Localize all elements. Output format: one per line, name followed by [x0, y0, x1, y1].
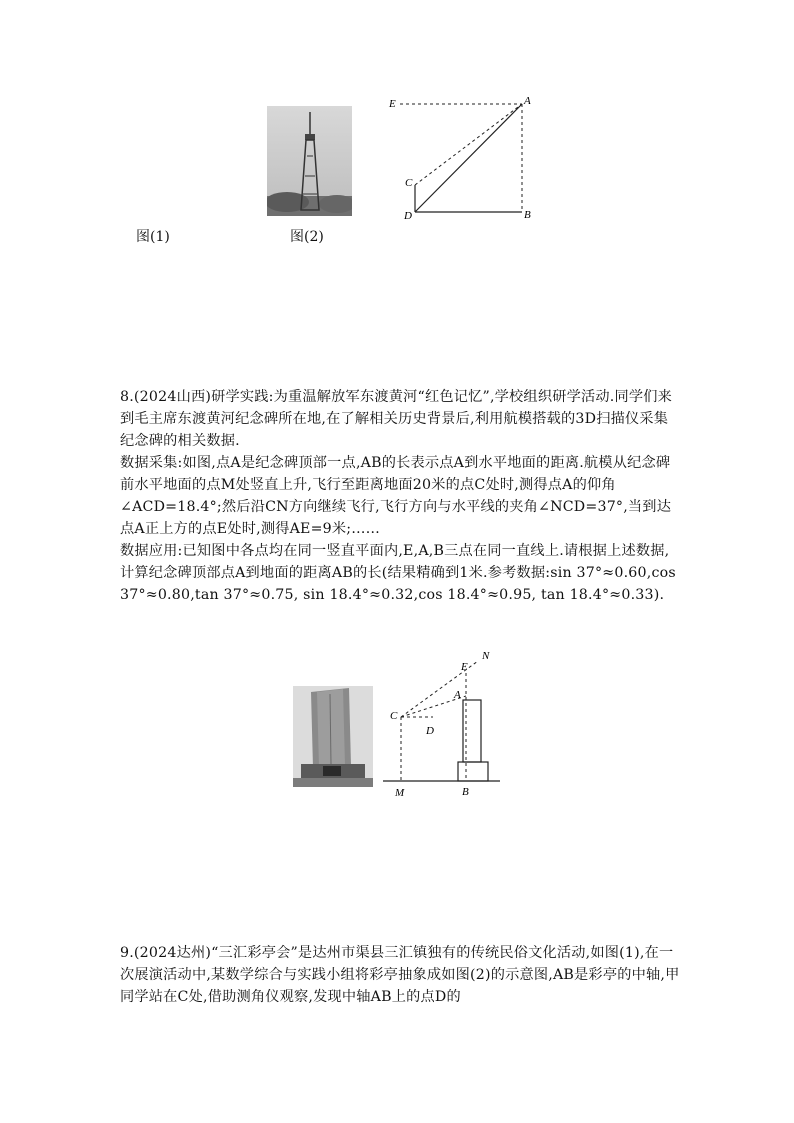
point-D-label: D: [426, 725, 434, 737]
point-C-label: C: [390, 710, 398, 722]
monument-base: [458, 762, 488, 781]
problem-9-text: 9.(2024达州)“三汇彩亭会”是达州市渠县三汇镇独有的传统民俗文化活动,如图(1),在一次展演活动中,某数学综合与实践小组将彩亭抽象成如图(2)的示意图,AB是彩亭的中轴,甲同学站在C处,借助测角仪观察,发现中轴AB上的点D的: [120, 945, 680, 1005]
tower-image: [267, 106, 352, 216]
problem-8-collection: 数据采集:如图,点A是纪念碑顶部一点,AB的长表示点A到水平地面的距离.航模从纪念碑前水平地面的点M处竖直上升,飞行至距离地面20米的点C处时,测得点A的仰角∠ACD=18.4°;然后沿CN方向继续飞行,飞行方向与水平线的夹角∠NCD=37°,当到达点A正上方的点E处时,测得AE=9米;……: [120, 455, 672, 537]
monument-image: [293, 686, 373, 787]
problem-8-application: 数据应用:已知图中各点均在同一竖直平面内,E,A,B三点在同一直线上.请根据上述数据,计算纪念碑顶部点A到地面的距离AB的长(结果精确到1米.参考数据:sin 37°≈0.60,cos 37°≈0.80,tan 37°≈0.75, sin 18.4°≈0.32,cos 18.4°≈0.95, tan 18.4°≈0.33).: [120, 543, 681, 603]
line-CA: [415, 104, 522, 185]
point-A-label: A: [454, 689, 461, 701]
problem-8-intro: 8.(2024山西)研学实践:为重温解放军东渡黄河“红色记忆”,学校组织研学活动.同学们来到毛主席东渡黄河纪念碑所在地,在了解相关历史背景后,利用航模搭载的3D扫描仪采集纪念碑的相关数据.: [120, 389, 673, 449]
caption-figure-1: 图(1): [136, 229, 170, 245]
point-E-label: E: [389, 98, 396, 110]
point-B-label: B: [462, 786, 469, 798]
tower-photo: [267, 106, 352, 216]
caption-figure-2: 图(2): [290, 229, 324, 245]
point-C-label: C: [405, 177, 413, 189]
point-N-label: N: [482, 650, 490, 662]
point-A-label: A: [524, 95, 531, 107]
monument-photo: [293, 686, 373, 787]
figure-2-diagram: [385, 90, 545, 230]
point-B-label: B: [524, 209, 531, 221]
point-M-label: M: [395, 787, 405, 799]
line-DA: [415, 104, 522, 212]
point-E-label: E: [461, 661, 468, 673]
point-D-label: D: [404, 210, 412, 222]
problem-8-diagram: [378, 644, 528, 804]
